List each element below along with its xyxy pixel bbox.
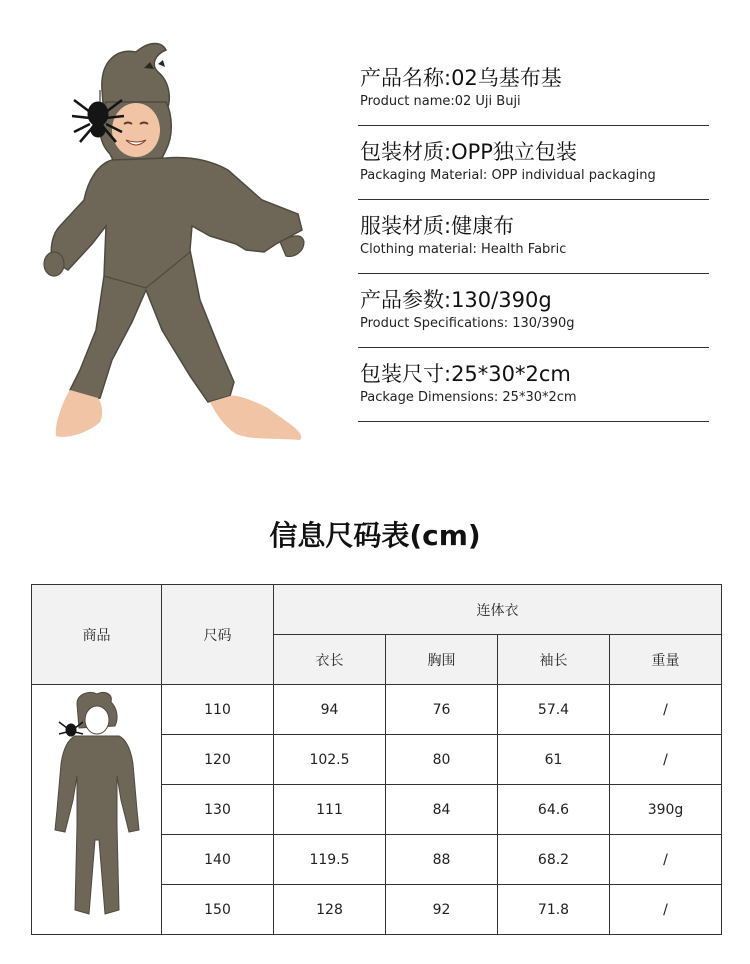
spec-label-en: Package Dimensions: 25*30*2cm — [360, 390, 577, 405]
sleeve-cell: 71.8 — [498, 885, 610, 935]
spec-label: 包装材质:OPP独立包装 — [360, 140, 577, 164]
weight-cell: / — [610, 835, 722, 885]
size-chart-table — [31, 584, 722, 935]
spec-label: 服装材质:健康布 — [360, 214, 515, 238]
header-weight: 重量 — [610, 635, 722, 685]
length-cell: 94 — [274, 685, 386, 735]
product-thumbnail — [47, 690, 147, 930]
header-product: 商品 — [32, 585, 162, 685]
header-group-jumpsuit: 连体衣 — [274, 585, 722, 635]
weight-cell: 390g — [610, 785, 722, 835]
spec-label-en: Clothing material: Health Fabric — [360, 242, 567, 257]
spec-label-en: Packaging Material: OPP individual packaging — [360, 168, 656, 183]
weight-cell: / — [610, 885, 722, 935]
spec-label: 包装尺寸:25*30*2cm — [360, 362, 571, 386]
sleeve-cell: 57.4 — [498, 685, 610, 735]
header-size: 尺码 — [162, 585, 274, 685]
size-chart-title: 信息尺码表(cm) — [269, 519, 481, 552]
size-cell: 120 — [162, 735, 274, 785]
chest-cell: 80 — [386, 735, 498, 785]
spec-row-product-name — [358, 52, 709, 126]
spec-label-en: Product name:02 Uji Buji — [360, 94, 521, 109]
weight-cell: / — [610, 685, 722, 735]
spec-row-packaging — [358, 126, 709, 200]
header-length: 衣长 — [274, 635, 386, 685]
spec-label: 产品参数:130/390g — [360, 288, 552, 312]
size-cell: 110 — [162, 685, 274, 735]
spec-row-package-dimensions — [358, 348, 709, 422]
header-sleeve: 袖长 — [498, 635, 610, 685]
spec-label: 产品名称:02乌基布基 — [360, 66, 562, 90]
length-cell: 102.5 — [274, 735, 386, 785]
size-cell: 150 — [162, 885, 274, 935]
spec-row-specifications — [358, 274, 709, 348]
sleeve-cell: 61 — [498, 735, 610, 785]
sleeve-cell: 68.2 — [498, 835, 610, 885]
length-cell: 119.5 — [274, 835, 386, 885]
chest-cell: 92 — [386, 885, 498, 935]
table-row — [32, 685, 722, 735]
spec-label-en: Product Specifications: 130/390g — [360, 316, 575, 331]
product-photo — [40, 30, 320, 450]
chest-cell: 88 — [386, 835, 498, 885]
costume-body — [51, 158, 302, 405]
length-cell: 111 — [274, 785, 386, 835]
chest-cell: 84 — [386, 785, 498, 835]
product-spec-list — [358, 52, 709, 422]
child-foot-right — [210, 396, 301, 440]
size-cell: 130 — [162, 785, 274, 835]
length-cell: 128 — [274, 885, 386, 935]
size-cell: 140 — [162, 835, 274, 885]
sleeve-cell: 64.6 — [498, 785, 610, 835]
header-chest: 胸围 — [386, 635, 498, 685]
spec-row-material — [358, 200, 709, 274]
product-thumbnail-cell — [32, 685, 162, 935]
weight-cell: / — [610, 735, 722, 785]
chest-cell: 76 — [386, 685, 498, 735]
